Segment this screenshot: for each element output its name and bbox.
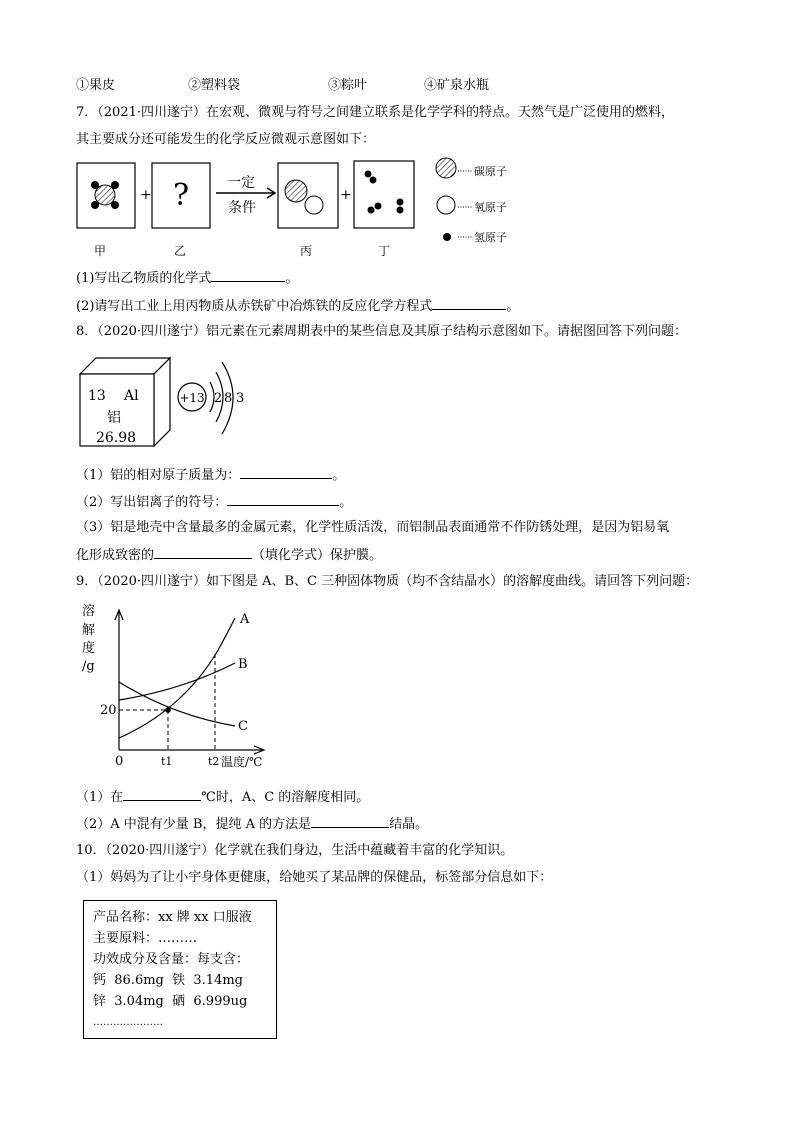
hydrogen-atom: [91, 181, 99, 189]
series-label-B: B: [238, 657, 248, 672]
q6-option-2: ②塑料袋: [188, 78, 241, 93]
series-label-A: A: [240, 612, 250, 627]
q9-sub2: （2）A 中混有少量 B，提纯 A 的方法是 结晶。: [76, 814, 428, 834]
origin-label: 0: [115, 754, 124, 769]
label-jia: 甲: [93, 244, 107, 258]
series-label-C: C: [238, 719, 248, 734]
label-line: 锌 3.04mg 硒 6.999ug: [93, 994, 248, 1009]
aluminium-element-cube: [76, 352, 176, 448]
product-label-box: [83, 900, 277, 1039]
condition-top: 一定: [227, 175, 255, 191]
q7-stem-line1: 7．（2021·四川遂宁）在宏观、微观与符号之间建立联系是化学学科的特点。天然气是广泛使用的燃料，: [76, 105, 674, 120]
q7-sub2: (2)请写出工业上用丙物质从赤铁矿中冶炼铁的反应化学方程式 。: [76, 296, 519, 316]
label-bing: 丙: [299, 244, 313, 258]
plus-sign: +: [140, 187, 152, 203]
y-axis-label-4: /g: [82, 659, 95, 674]
condition-bottom: 条件: [228, 200, 256, 216]
answer-blank[interactable]: [211, 268, 285, 282]
q9-sub1: （1）在 ℃时，A、C 的溶解度相同。: [76, 787, 369, 807]
solubility-chart: [72, 600, 282, 775]
hydrogen-atom: [91, 201, 99, 209]
hydrogen-atom: [397, 199, 404, 206]
x-axis-label: 温度/℃: [221, 755, 263, 769]
hydrogen-atom: [375, 203, 382, 210]
hydrogen-atom: [368, 207, 375, 214]
legend-oxygen-icon: [437, 196, 455, 214]
legend-carbon-icon: [436, 158, 456, 178]
q7-sub1: (1)写出乙物质的化学式 。: [76, 268, 298, 288]
carbon-atom: [285, 180, 307, 202]
hydrogen-atom: [365, 171, 372, 178]
q8-sub3-line2: 化形成致密的 （填化学式）保护膜。: [76, 545, 382, 565]
label-line: 功效成分及含量：每支含：: [93, 952, 250, 967]
q8-sub3-line1: （3）铝是地壳中含量最多的金属元素，化学性质活泼，而铝制品表面通常不作防锈处理，是因为铝易氧: [76, 520, 670, 535]
q6-option-3: ③粽叶: [328, 78, 368, 93]
y-axis-label-3: 度: [82, 641, 96, 656]
reaction-diagram: [70, 155, 540, 263]
answer-blank[interactable]: [240, 465, 332, 479]
shell-2: 8: [224, 391, 233, 406]
atomic-mass: 26.98: [95, 430, 137, 446]
aluminium-atom-structure: [174, 360, 254, 440]
hydrogen-atom: [370, 177, 377, 184]
q6-option-1: ①果皮: [76, 78, 116, 93]
label-line: 钙 86.6mg 铁 3.14mg: [93, 973, 243, 988]
q10-sub1: （1）妈妈为了让小宇身体更健康，给她买了某品牌的保健品，标签部分信息如下：: [76, 870, 553, 885]
answer-blank[interactable]: [123, 787, 201, 801]
q8-stem: 8．（2020·四川遂宁）铝元素在元素周期表中的某些信息及其原子结构示意图如下。请据图回答下列问题：: [76, 324, 687, 339]
curve-A: [119, 618, 235, 738]
label-ding: 丁: [377, 244, 391, 258]
answer-blank[interactable]: [311, 814, 389, 828]
label-yi: 乙: [173, 244, 187, 258]
shell-1: 2: [214, 391, 223, 406]
box-ding: [354, 161, 414, 228]
shell-3: 3: [236, 391, 245, 406]
element-symbol: Al: [124, 388, 139, 404]
y-tick-20: 20: [100, 703, 117, 718]
label-line: …………………: [93, 1017, 163, 1028]
q8-sub1: （1）铝的相对原子质量为： 。: [76, 465, 345, 485]
q10-stem: 10．（2020·四川遂宁）化学就在我们身边，生活中蕴藏着丰富的化学知识。: [76, 843, 514, 858]
oxygen-atom: [305, 196, 323, 214]
q7-stem-line2: 其主要成分还可能发生的化学反应微观示意图如下：: [76, 132, 376, 147]
nucleus-charge: +13: [179, 391, 205, 405]
y-axis-label-1: 溶: [82, 604, 96, 619]
answer-blank[interactable]: [154, 545, 252, 559]
hydrogen-atom: [111, 201, 119, 209]
curve-C: [119, 682, 235, 726]
plus-sign: +: [340, 187, 352, 203]
label-line: 产品名称：xx 牌 xx 口服液: [93, 910, 252, 925]
x-tick-t1: t1: [161, 755, 173, 768]
legend-oxygen: 氧原子: [474, 201, 507, 214]
curve-B: [119, 663, 235, 700]
atomic-number: 13: [88, 388, 106, 404]
intersection-point: [165, 707, 171, 713]
hydrogen-atom: [111, 181, 119, 189]
element-name: 铝: [107, 410, 121, 426]
q6-option-4: ④矿泉水瓶: [424, 78, 490, 93]
q9-stem: 9．（2020·四川遂宁）如下图是 A、B、C 三种固体物质（均不含结晶水）的溶解度曲线。请回答下列问题：: [76, 574, 699, 589]
label-line: 主要原料：………: [93, 931, 198, 946]
legend-hydrogen: 氢原子: [474, 231, 507, 244]
answer-blank[interactable]: [227, 492, 339, 506]
answer-blank[interactable]: [432, 296, 506, 310]
hydrogen-atom: [397, 207, 404, 214]
legend-carbon: 碳原子: [474, 165, 507, 178]
q8-sub2: （2）写出铝离子的符号： 。: [76, 492, 352, 512]
question-mark: ?: [172, 178, 190, 213]
carbon-atom: [95, 185, 115, 205]
x-tick-t2: t2: [208, 755, 220, 768]
legend-hydrogen-icon: [443, 233, 451, 241]
y-axis-label-2: 解: [82, 623, 96, 638]
